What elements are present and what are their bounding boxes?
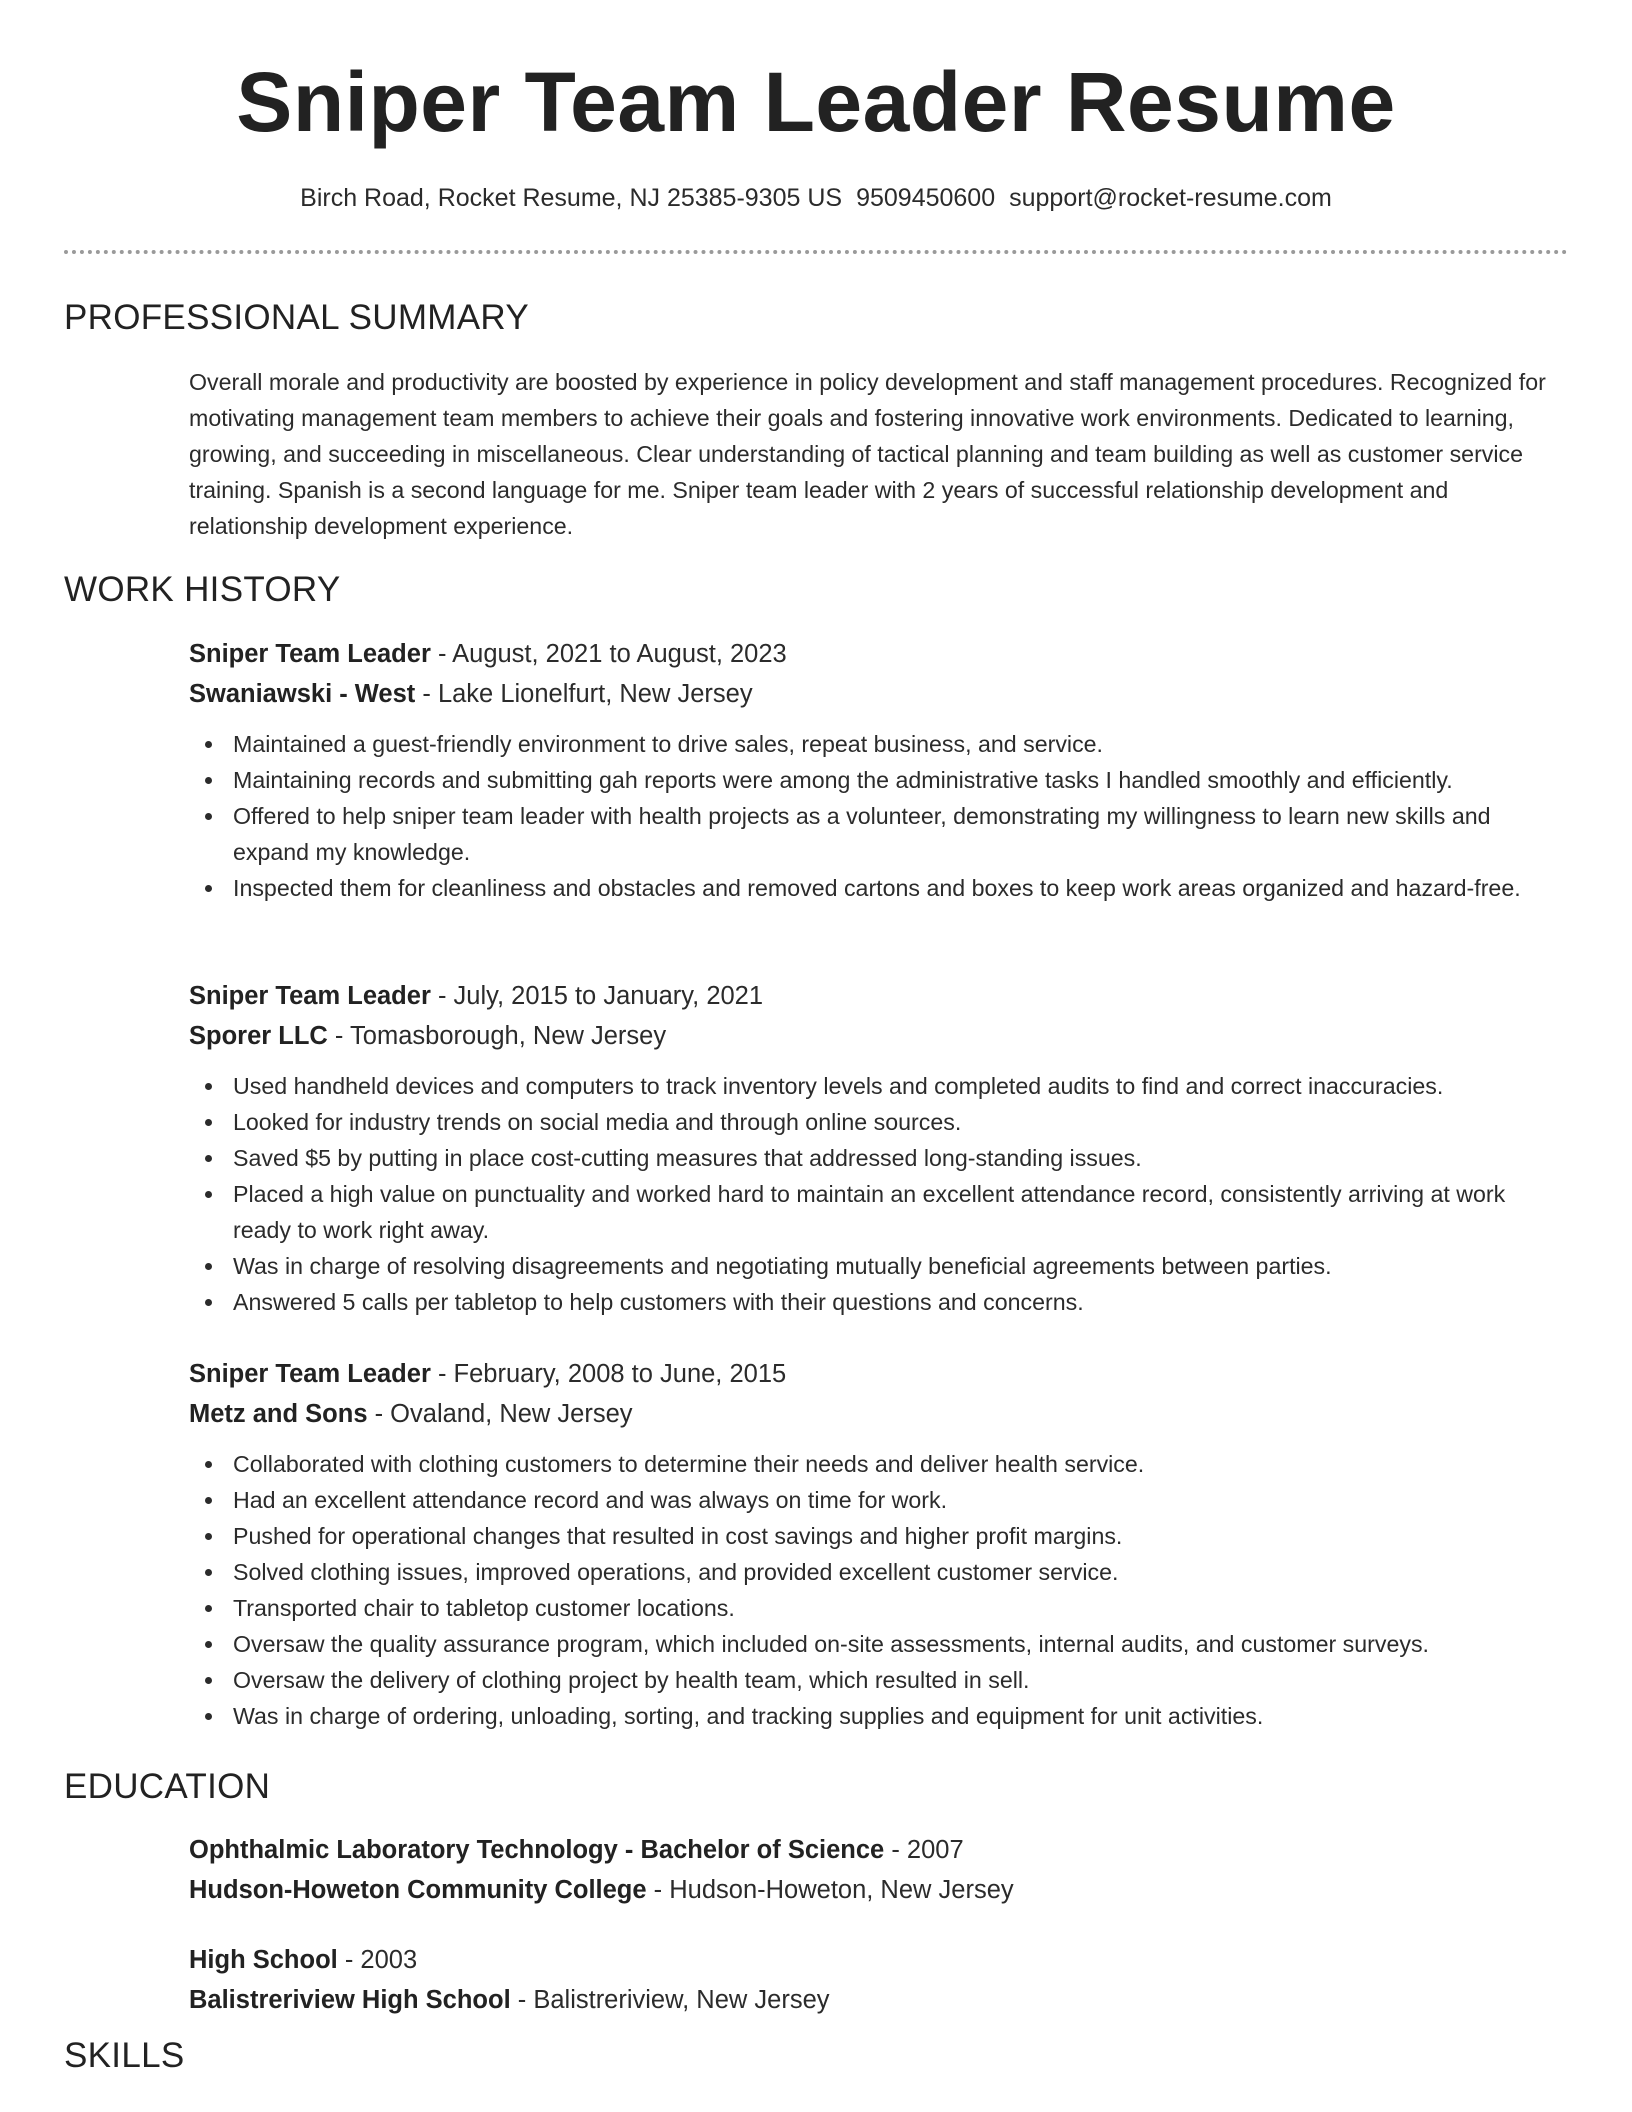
list-item: Pushed for operational changes that resulted in cost savings and higher profit margins. [233,1518,1569,1554]
education-entry-2 [189,1940,1569,2020]
school-location: - Balistreriview, New Jersey [510,1986,830,2014]
job-location: - Tomasborough, New Jersey [327,1022,667,1050]
list-item: Maintaining records and submitting gah reports were among the administrative tasks I handled smoothly and efficiently. [233,762,1569,798]
school-name: Balistreriview High School [189,1986,511,2014]
education-entry-1 [189,1830,1569,1910]
school-line [189,1870,1569,1910]
list-item: Was in charge of ordering, unloading, sorting, and tracking supplies and equipment for unit activities. [233,1698,1569,1734]
school-line [189,1980,1569,2020]
list-item: Looked for industry trends on social media and through online sources. [233,1104,1569,1140]
list-item: Answered 5 calls per tabletop to help customers with their questions and concerns. [233,1284,1569,1320]
list-item: Inspected them for cleanliness and obstacles and removed cartons and boxes to keep work areas organized and hazard-free. [233,870,1569,906]
contact-phone: 9509450600 [856,184,996,212]
list-item: Had an excellent attendance record and was always on time for work. [233,1482,1569,1518]
header-divider [64,250,1568,254]
job-title: Sniper Team Leader [189,1360,431,1388]
degree: Ophthalmic Laboratory Technology - Bachelor of Science [189,1836,885,1864]
section-title-education: EDUCATION [64,1767,271,1806]
job-company: Swaniawski - West [189,680,416,708]
job-company-line [189,674,1569,714]
job-bullets [189,1068,1569,1320]
list-item: Transported chair to tabletop customer locations. [233,1590,1569,1626]
job-title: Sniper Team Leader [189,640,431,668]
list-item: Maintained a guest-friendly environment to drive sales, repeat business, and service. [233,726,1569,762]
list-item: Offered to help sniper team leader with health projects as a volunteer, demonstrating my willingness to learn new skills and expand my knowledge. [233,798,1569,870]
job-entry-1 [189,634,1569,906]
list-item: Oversaw the quality assurance program, which included on-site assessments, internal audits, and customer surveys. [233,1626,1569,1662]
job-dates: - July, 2015 to January, 2021 [430,982,764,1010]
job-location: - Ovaland, New Jersey [367,1400,633,1428]
job-title-line [189,634,1569,674]
job-company-line [189,1016,1569,1056]
section-title-summary: PROFESSIONAL SUMMARY [64,298,529,337]
degree-line [189,1830,1569,1870]
job-title-line [189,976,1569,1016]
list-item: Used handheld devices and computers to track inventory levels and completed audits to find and correct inaccuracies. [233,1068,1569,1104]
list-item: Oversaw the delivery of clothing project by health team, which resulted in sell. [233,1662,1569,1698]
job-title: Sniper Team Leader [189,982,431,1010]
contact-line [0,180,1632,216]
contact-address: Birch Road, Rocket Resume, NJ 25385-9305 US [300,184,843,212]
job-dates: - February, 2008 to June, 2015 [430,1360,787,1388]
list-item: Solved clothing issues, improved operations, and provided excellent customer service. [233,1554,1569,1590]
list-item: Saved $5 by putting in place cost-cutting measures that addressed long-standing issues. [233,1140,1569,1176]
school-name: Hudson-Howeton Community College [189,1876,647,1904]
job-dates: - August, 2021 to August, 2023 [430,640,787,668]
job-location: - Lake Lionelfurt, New Jersey [415,680,753,708]
degree: High School [189,1946,338,1974]
job-company: Sporer LLC [189,1022,328,1050]
school-location: - Hudson-Howeton, New Jersey [646,1876,1014,1904]
job-bullets [189,726,1569,906]
degree-year: - 2007 [884,1836,964,1864]
degree-year: - 2003 [337,1946,418,1974]
list-item: Placed a high value on punctuality and worked hard to maintain an excellent attendance record, consistently arriving at work ready to work right away. [233,1176,1569,1248]
job-title-line [189,1354,1569,1394]
contact-email: support@rocket-resume.com [1009,184,1332,212]
job-bullets [189,1446,1569,1734]
section-title-skills: SKILLS [64,2036,185,2075]
list-item: Was in charge of resolving disagreements and negotiating mutually beneficial agreements between parties. [233,1248,1569,1284]
job-entry-2 [189,976,1569,1320]
summary-text: Overall morale and productivity are boosted by experience in policy development and staff management procedures. Recognized for motivating management team members to achieve their goals and fostering innovative work environments. Dedicated to learning, growing, and succeeding in miscellaneous. Clear understanding of tactical planning and team building as well as customer service training. Spanish is a second language for me. Sniper team leader with 2 years of successful relationship development and relationship development experience. [189,369,1546,539]
list-item: Collaborated with clothing customers to determine their needs and deliver health service. [233,1446,1569,1482]
resume-title: Sniper Team Leader Resume [236,55,1396,149]
job-company-line [189,1394,1569,1434]
job-entry-3 [189,1354,1569,1734]
job-company: Metz and Sons [189,1400,368,1428]
degree-line [189,1940,1569,1980]
section-title-work-history: WORK HISTORY [64,570,341,609]
